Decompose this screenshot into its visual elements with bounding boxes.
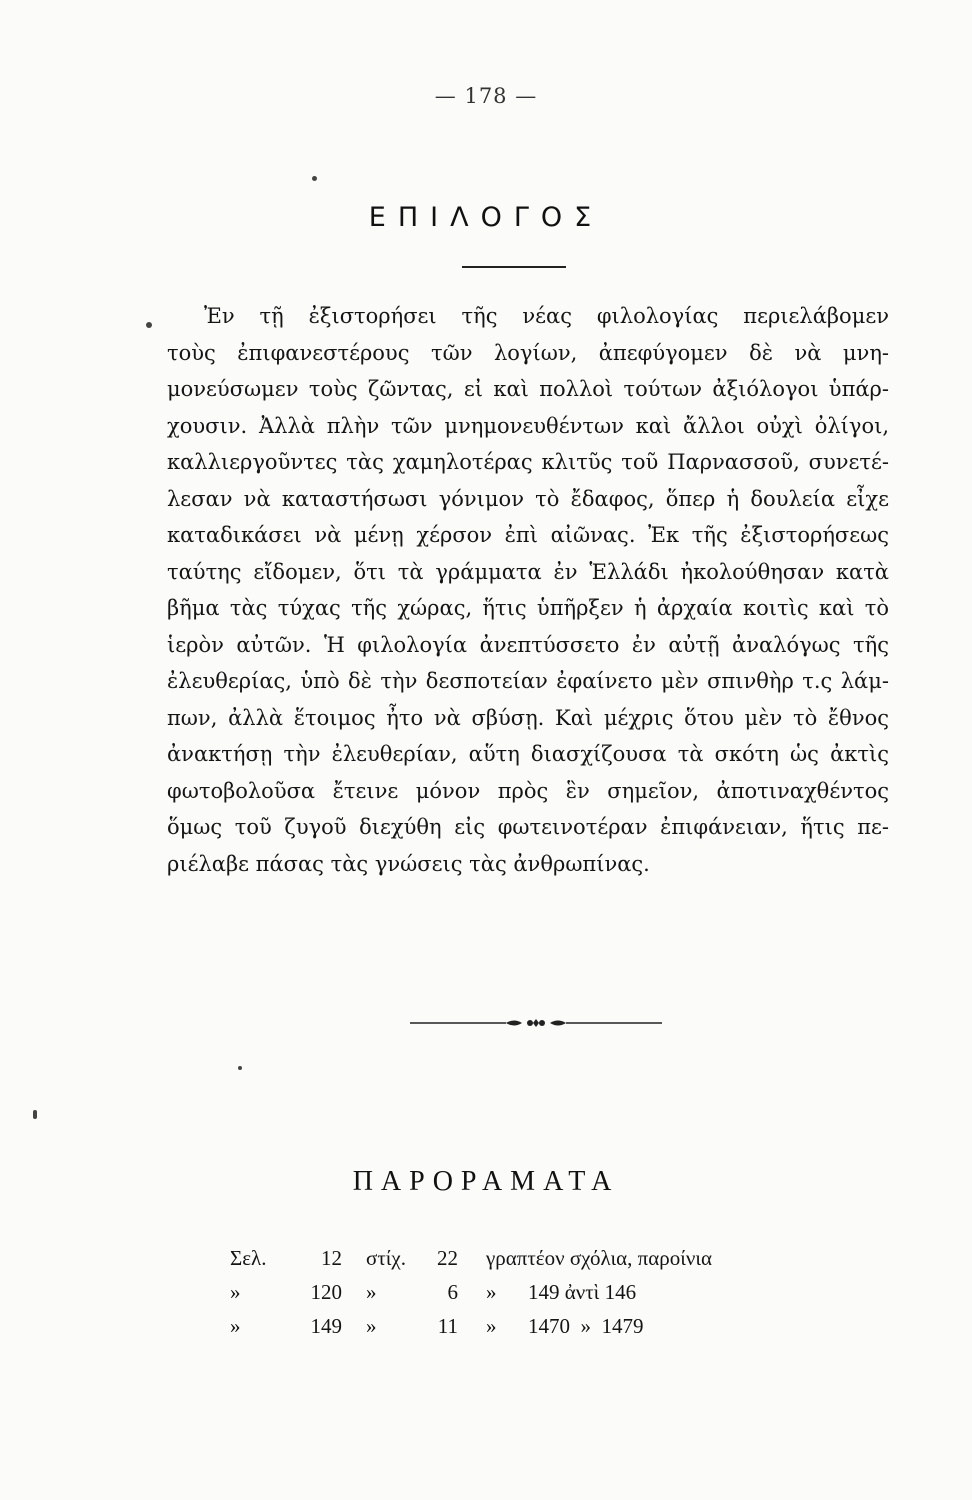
page-label: » — [230, 1280, 241, 1304]
ornamental-divider — [410, 1015, 662, 1031]
errata-row — [222, 1314, 802, 1348]
page-ref: 12 — [321, 1246, 342, 1270]
text-line: λεσαν νὰ καταστήσωσι γόνιμον τὸ ἔδαφος, ὅπερ ἡ δουλεία εἶχε — [167, 486, 889, 511]
line-ref: 22 — [437, 1246, 458, 1270]
page-number: — 178 — — [434, 84, 538, 108]
errata-table — [222, 1246, 802, 1348]
text-line: καλλιεργοῦντες τὰς χαμηλοτέρας κλιτῦς τοῦ Παρνασσοῦ, συνετέ- — [167, 450, 889, 474]
page-ref: 120 — [310, 1280, 342, 1304]
correction-text: » 149 ἀντὶ 146 — [486, 1280, 637, 1304]
text-line: πων, ἀλλὰ ἕτοιμος ἦτο νὰ σβύσῃ. Καὶ μέχρις ὅτου μὲν τὸ ἔθνος — [167, 705, 889, 730]
print-speck — [146, 322, 152, 328]
line-label: στίχ. — [366, 1246, 406, 1270]
text-line: ὅμως τοῦ ζυγοῦ διεχύθη εἰς φωτεινοτέραν ἐπιφάνειαν, ἥτις πε- — [167, 815, 889, 839]
line-ref: 6 — [447, 1280, 458, 1304]
text-line: ταύτης εἴδομεν, ὅτι τὰ γράμματα ἐν Ἑλλάδι ἠκολούθησαν κατὰ — [167, 559, 889, 584]
text-line: Ἐν τῇ ἐξιστορήσει τῆς νέας φιλολογίας περιελάβομεν — [204, 304, 889, 328]
print-speck — [312, 176, 317, 181]
page-label: Σελ. — [230, 1246, 267, 1270]
page-label: » — [230, 1314, 241, 1338]
epilogue-title: ΕΠΙΛΟΓΟΣ — [368, 202, 604, 233]
text-line: τοὺς ἐπιφανεστέρους τῶν λογίων, ἀπεφύγομεν δὲ νὰ μνη- — [167, 340, 889, 365]
errata-title: ΠΑΡΟΡΑΜΑΤΑ — [352, 1166, 620, 1197]
page-ref: 149 — [310, 1314, 342, 1338]
text-line: ριέλαβε πάσας τὰς γνώσεις τὰς ἀνθρωπίνας. — [167, 851, 650, 876]
print-speck — [33, 1110, 37, 1119]
line-label: » — [366, 1280, 377, 1304]
epilogue-body — [167, 298, 889, 882]
print-speck — [238, 1066, 242, 1070]
errata-row — [222, 1246, 802, 1280]
title-rule — [462, 266, 566, 268]
text-line: βῆμα τὰς τύχας τῆς χώρας, ἥτις ὑπῆρξεν ἡ ἀρχαία κοιτὶς καὶ τὸ — [167, 596, 889, 620]
line-label: » — [366, 1314, 377, 1338]
line-ref: 11 — [437, 1314, 458, 1338]
errata-row — [222, 1280, 802, 1314]
text-line: ἱερὸν αὐτῶν. Ἡ φιλολογία ἀνεπτύσσετο ἐν αὐτῇ ἀναλόγως τῆς — [167, 632, 889, 657]
text-line: καταδικάσει νὰ μένῃ χέρσον ἐπὶ αἰῶνας. Ἐκ τῆς ἐξιστορήσεως — [167, 523, 889, 547]
correction-text: » 1470 » 1479 — [486, 1314, 644, 1338]
correction-text: γραπτέον σχόλια, παροίνια — [486, 1246, 713, 1270]
text-line: χουσιν. Ἀλλὰ πλὴν τῶν μνημονευθέντων καὶ ἄλλοι οὐχὶ ὀλίγοι, — [167, 413, 889, 438]
text-line: ἐλευθερίας, ὑπὸ δὲ τὴν δεσποτείαν ἐφαίνετο μὲν σπινθὴρ τ.ς λάμ- — [167, 669, 889, 693]
text-line: φωτοβολοῦσα ἔτεινε μόνον πρὸς ἓν σημεῖον, ἀποτιναχθέντος — [167, 778, 889, 803]
text-line: μονεύσωμεν τοὺς ζῶντας, εἰ καὶ πολλοὶ τούτων ἀξιόλογοι ὑπάρ- — [167, 377, 889, 401]
text-line: ἀνακτήσῃ τὴν ἐλευθερίαν, αὕτη διασχίζουσα τὰ σκότη ὡς ἀκτὶς — [167, 742, 889, 766]
